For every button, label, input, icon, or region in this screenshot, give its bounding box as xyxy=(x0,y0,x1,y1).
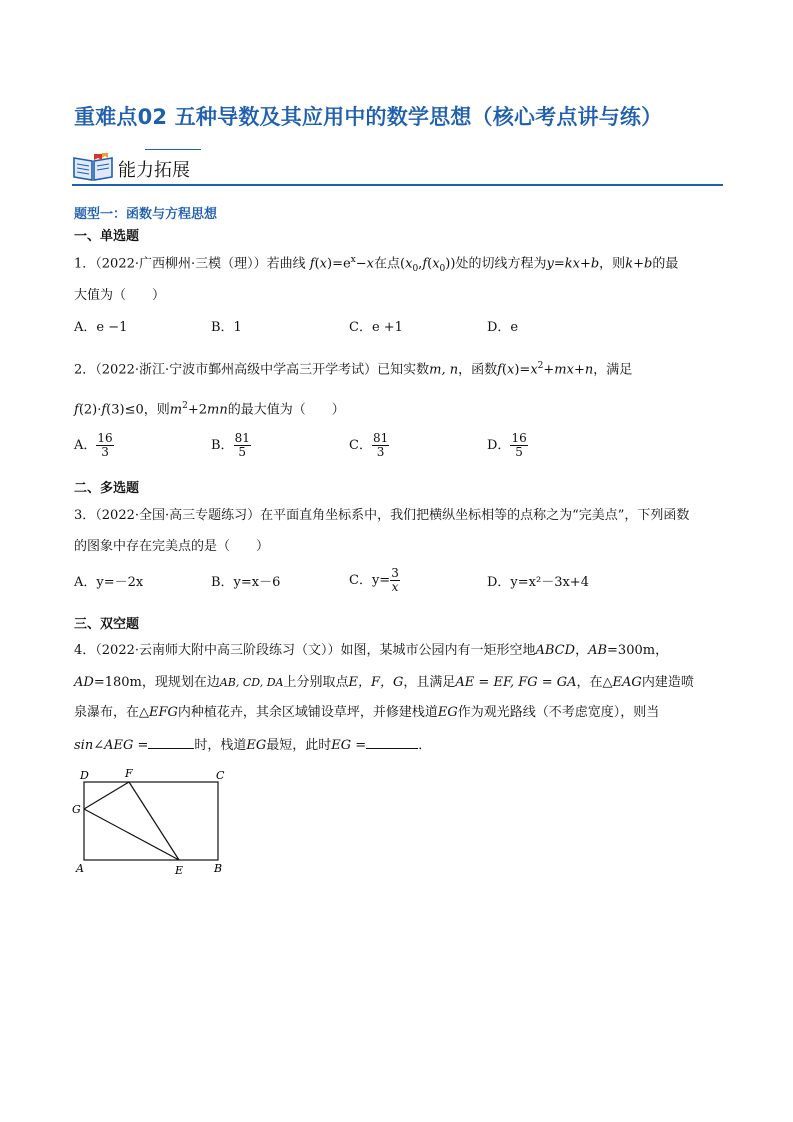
banner-label: 能力拓展 xyxy=(118,160,190,181)
question-3-line-1: 3．（2022·全国·高三专题练习）在平面直角坐标系中，我们把横纵坐标相等的点称之为“完美点”，下列函数 xyxy=(74,508,690,523)
q1-option-d[interactable]: D．e xyxy=(487,320,519,335)
question-4-line-3: 泉瀑布，在△EFG内种植花卉，其余区域铺设草坪，并修建栈道EG作为观光路线（不考虑宽度），则当 xyxy=(74,705,660,720)
q3-option-c[interactable]: C．y= $\frac{3}{x}$ xyxy=(349,566,399,594)
q2-option-b[interactable]: B． $\frac{81}{5}$ xyxy=(211,431,250,459)
q1-option-a[interactable]: A．e −1 xyxy=(74,320,128,335)
answer-blank-2[interactable] xyxy=(366,736,418,749)
label-e: E xyxy=(175,864,184,877)
banner-accent-rule xyxy=(145,149,201,150)
q2-option-d[interactable]: D． $\frac{16}{5}$ xyxy=(487,431,527,459)
banner-divider xyxy=(72,184,723,186)
label-d: D xyxy=(80,769,89,782)
label-b: B xyxy=(214,862,223,875)
book-icon xyxy=(72,152,114,182)
question-4-line-2: AD=180m，现规划在边AB, CD, DA上分别取点E，F，G，且满足AE = EF, FG = GA，在△EAG内建造喷 xyxy=(74,675,694,690)
question-2-line-1: 2．（2022·浙江·宁波市鄞州高级中学高三开学考试）已知实数m, n，函数$f(x)=x^2+mx+n$，满足 xyxy=(74,361,633,378)
question-4-line-4: sin∠AEG = 时，栈道EG最短，此时EG = ． xyxy=(74,738,432,753)
answer-blank-1[interactable] xyxy=(148,736,194,749)
segment-ge xyxy=(84,809,179,860)
page-title: 重难点02 五种导数及其应用中的数学思想（核心考点讲与练） xyxy=(74,105,663,129)
question-2-line-2: f(2)·f(3)≤0，则$m^2+2mn$的最大值为（ ） xyxy=(74,401,345,418)
segment-fe xyxy=(129,782,179,860)
label-f: F xyxy=(125,767,133,780)
q2-option-a[interactable]: A． $\frac{16}{3}$ xyxy=(74,431,113,459)
question-4-line-1: 4．（2022·云南师大附中高三阶段练习（文））如图，某城市公园内有一矩形空地ABCD，AB=300m， xyxy=(74,643,669,658)
question-1-line-2: 大值为（ ） xyxy=(74,288,166,303)
question-3-line-2: 的图象中存在完美点的是（ ） xyxy=(74,539,270,554)
label-g: G xyxy=(72,803,81,816)
question-1-line-1: 1．（2022·广西柳州·三模（理））若曲线 $f(x)=e^x-x$在点$(x_0,f(x_0))$处的切线方程为y=kx+b，则k+b的最 xyxy=(74,255,679,274)
q1-option-b[interactable]: B．1 xyxy=(211,320,242,335)
section-multi-choice: 二、多选题 xyxy=(74,481,140,496)
section-single-choice: 一、单选题 xyxy=(74,229,140,244)
q3-option-a[interactable]: A．y=－2x xyxy=(74,575,144,590)
label-a: A xyxy=(76,862,84,875)
q3-option-d[interactable]: D．y=x²－3x+4 xyxy=(487,575,589,590)
rectangle-diagram xyxy=(70,765,240,880)
q1-option-c[interactable]: C．e +1 xyxy=(349,320,403,335)
type-heading: 题型一：函数与方程思想 xyxy=(74,207,218,222)
q2-option-c[interactable]: C． $\frac{81}{3}$ xyxy=(349,431,389,459)
section-fill-blank: 三、双空题 xyxy=(74,617,140,632)
q3-option-b[interactable]: B．y=x－6 xyxy=(211,575,281,590)
segment-gf xyxy=(84,782,129,809)
section-banner xyxy=(72,146,723,190)
rectangle-abcd xyxy=(84,782,218,860)
label-c: C xyxy=(216,769,225,782)
